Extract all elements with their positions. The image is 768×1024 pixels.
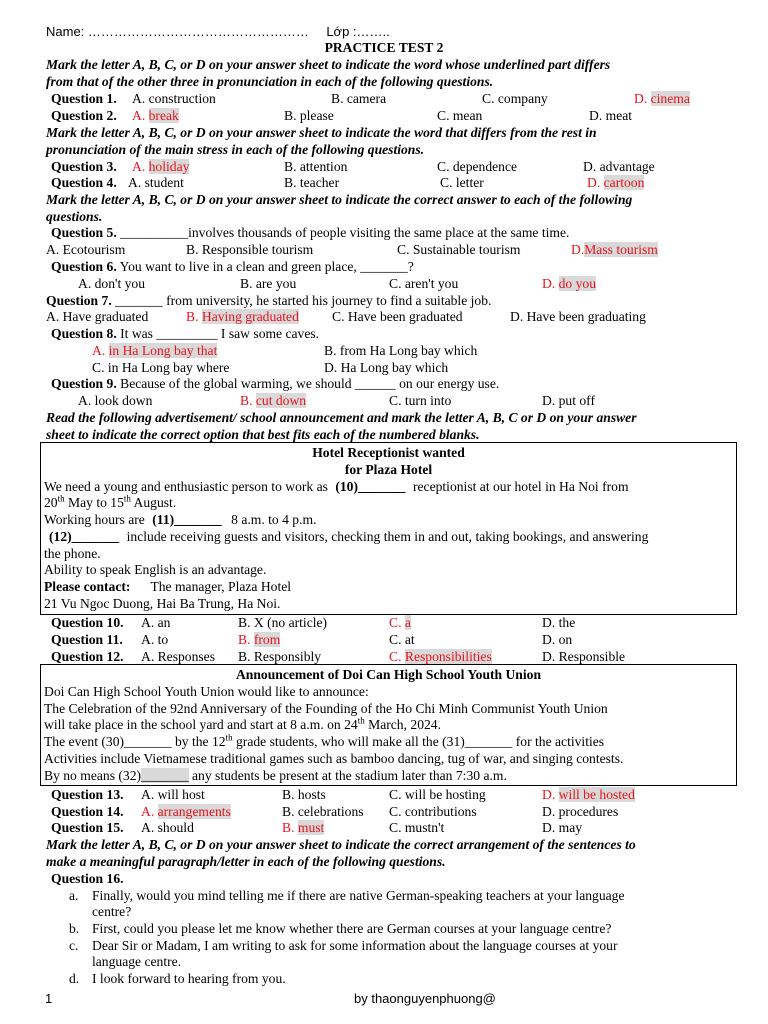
q15-option-c: C. mustn't (389, 820, 445, 835)
q12-option-c-answer: C. Responsibilities (389, 649, 492, 664)
q8-option-b: B. from Ha Long bay which (324, 343, 478, 358)
question-5: Question 5. __________involves thousands of people visiting the same place at the same time. (51, 225, 570, 240)
ad-line-1: We need a young and enthusiastic person to work as (10)_______ receptionist at our hotel in Ha Noi from (44, 479, 629, 494)
q16-item-c-line-1: Dear Sir or Madam, I am writing to ask for some information about the language courses at your (92, 938, 618, 953)
instruction-3-line-2: questions. (46, 209, 103, 224)
q10-option-b: B. X (no article) (238, 615, 328, 630)
q7-option-b-answer: B. Having graduated (186, 309, 299, 324)
instruction-5-line-1: Mark the letter A, B, C, or D on your answer sheet to indicate the correct arrangement of the sentences to (46, 837, 636, 852)
question-4-label: Question 4. (51, 175, 117, 190)
q3-option-c: C. dependence (437, 159, 518, 174)
q16-item-c-line-2: language centre. (92, 954, 182, 969)
q4-option-c: C. letter (440, 175, 484, 190)
q13-option-c: C. will be hosting (389, 787, 486, 802)
q11-option-a: A. to (141, 632, 169, 647)
ad-line-5: the phone. (44, 546, 101, 561)
q1-option-b: B. camera (331, 91, 387, 106)
q7-option-a: A. Have graduated (46, 309, 149, 324)
q8-option-c: C. in Ha Long bay where (92, 360, 230, 375)
announcement-line-1: Doi Can High School Youth Union would like to announce: (44, 684, 369, 699)
question-16-label: Question 16. (51, 871, 124, 886)
ad-address: 21 Vu Ngoc Duong, Hai Ba Trung, Ha Noi. (44, 596, 281, 611)
q5-option-d-answer: D.Mass tourism (571, 242, 658, 257)
q2-option-b: B. please (284, 108, 334, 123)
q14-option-c: C. contributions (389, 804, 477, 819)
author-credit: by thaonguyenphuong@ (354, 991, 496, 1006)
q10-option-d: D. the (542, 615, 576, 630)
question-12-label: Question 12. (51, 649, 124, 664)
q16-item-d-marker: d. (69, 971, 80, 986)
blank-32: _______ (141, 768, 189, 783)
question-2-label: Question 2. (51, 108, 117, 123)
q1-option-a: A. construction (132, 91, 216, 106)
q11-option-d: D. on (542, 632, 573, 647)
q14-option-a-answer: A. arrangements (141, 804, 231, 819)
question-3-label: Question 3. (51, 159, 117, 174)
q9-option-b-answer: B. cut down (240, 393, 307, 408)
q9-option-c: C. turn into (389, 393, 452, 408)
instruction-1-line-1: Mark the letter A, B, C, or D on your answer sheet to indicate the word whose underlined part differs (46, 57, 611, 72)
announcement-line-3: will take place in the school yard and start at 8 a.m. on 24th March, 2024. (44, 715, 441, 732)
announcement-line-5: Activities include Vietnamese traditional games such as bamboo dancing, tug of war, and singing contests. (44, 751, 624, 766)
announcement-line-4: The event (30)_______ by the 12th grade students, who will make all the (31)_______ for the activities (44, 732, 605, 749)
q12-option-a: A. Responses (141, 649, 216, 664)
question-8: Question 8. It was _________ I saw some caves. (51, 326, 320, 341)
q1-option-d-answer: D. cinema (634, 91, 690, 106)
question-15-label: Question 15. (51, 820, 124, 835)
q13-option-a: A. will host (141, 787, 205, 802)
instruction-2-line-2: pronunciation of the main stress in each of the following questions. (46, 142, 425, 157)
instruction-2-line-1: Mark the letter A, B, C, or D on your answer sheet to indicate the word that differs from the rest in (46, 125, 597, 140)
ad-title-1: Hotel Receptionist wanted (312, 445, 465, 460)
announcement-title: Announcement of Doi Can High School Youth Union (235, 667, 542, 682)
q16-item-b-line-1: First, could you please let me know whether there are German courses at your language centre? (92, 921, 612, 936)
q14-option-b: B. celebrations (282, 804, 364, 819)
question-9: Question 9. Because of the global warming, we should ______ on our energy use. (51, 376, 500, 391)
q16-item-b-marker: b. (69, 921, 80, 936)
q5-option-c: C. Sustainable tourism (397, 242, 521, 257)
ad-line-3: Working hours are (11)_______ 8 a.m. to 4 p.m. (44, 512, 317, 527)
q2-option-c: C. mean (437, 108, 483, 123)
q5-option-a: A. Ecotourism (46, 242, 126, 257)
instruction-4-line-2: sheet to indicate the correct option that best fits each of the numbered blanks. (46, 427, 480, 442)
q7-option-d: D. Have been graduating (510, 309, 646, 324)
question-10-label: Question 10. (51, 615, 124, 630)
q6-option-d-answer: D. do you (542, 276, 597, 291)
name-field (46, 23, 390, 40)
ad-contact: Please contact: The manager, Plaza Hotel (44, 579, 292, 594)
q16-item-c-marker: c. (69, 938, 79, 953)
q6-option-c: C. aren't you (389, 276, 459, 291)
question-6: Question 6. You want to live in a clean and green place, _______? (51, 259, 414, 274)
q15-option-a: A. should (141, 820, 194, 835)
announcement-line-6: By no means (32)_______ any students be present at the stadium later than 7:30 a.m. (44, 768, 507, 783)
q6-option-b: B. are you (240, 276, 297, 291)
ad-line-6: Ability to speak English is an advantage. (44, 562, 267, 577)
instruction-4-line-1: Read the following advertisement/ school announcement and mark the letter A, B, C or D on your answer (46, 410, 637, 425)
blank-10: (10)_______ (335, 479, 406, 494)
q2-option-a-answer: A. break (132, 108, 179, 123)
ad-line-2: 20th May to 15th August. (44, 493, 177, 510)
q16-item-d-line-1: I look forward to hearing from you. (92, 971, 286, 986)
q15-option-b-answer: B. must (282, 820, 325, 835)
ad-line-4: (12)_______ include receiving guests and visitors, checking them in and out, taking bookings, and answering (49, 529, 649, 544)
q4-option-b: B. teacher (284, 175, 340, 190)
question-11-label: Question 11. (51, 632, 123, 647)
question-14-label: Question 14. (51, 804, 124, 819)
blank-12: (12)_______ (49, 529, 120, 544)
q3-option-a-answer: A. holiday (132, 159, 190, 174)
q6-option-a: A. don't you (78, 276, 146, 291)
announcement-line-2: The Celebration of the 92nd Anniversary of the Founding of the Ho Chi Minh Communist Youth Union (44, 701, 608, 716)
q9-option-d: D. put off (542, 393, 595, 408)
question-1-label: Question 1. (51, 91, 117, 106)
instruction-3-line-1: Mark the letter A, B, C, or D on your answer sheet to indicate the correct answer to each of the following (46, 192, 633, 207)
q4-option-d-answer: D. cartoon (587, 175, 645, 190)
q13-option-b: B. hosts (282, 787, 326, 802)
q12-option-b: B. Responsibly (238, 649, 322, 664)
ad-title-2: for Plaza Hotel (344, 462, 433, 477)
q12-option-d: D. Responsible (542, 649, 626, 664)
page-number: 1 (45, 991, 53, 1006)
q7-option-c: C. Have been graduated (332, 309, 463, 324)
instruction-5-line-2: make a meaningful paragraph/letter in each of the following questions. (46, 854, 446, 869)
q8-option-d: D. Ha Long bay which (324, 360, 449, 375)
q16-item-a-marker: a. (69, 888, 79, 903)
q8-option-a-answer: A. in Ha Long bay that (92, 343, 218, 358)
page-title: PRACTICE TEST 2 (324, 40, 444, 55)
q16-item-a-line-2: centre? (92, 904, 132, 919)
q11-option-b-answer: B. from (238, 632, 281, 647)
q5-option-b: B. Responsible tourism (186, 242, 314, 257)
name-label: Name: …………………………………………… (46, 24, 309, 39)
class-label: Lớp :…….. (326, 24, 390, 39)
q15-option-d: D. may (542, 820, 583, 835)
q1-option-c: C. company (482, 91, 548, 106)
q11-option-c: C. at (389, 632, 415, 647)
q3-option-b: B. attention (284, 159, 348, 174)
question-7: Question 7. _______ from university, he started his journey to find a suitable job. (46, 293, 492, 308)
q3-option-d: D. advantage (583, 159, 655, 174)
blank-11: (11)_______ (152, 512, 222, 527)
q9-option-a: A. look down (78, 393, 153, 408)
q14-option-d: D. procedures (542, 804, 619, 819)
q10-option-c-answer: C. a (389, 615, 411, 630)
question-13-label: Question 13. (51, 787, 124, 802)
instruction-1-line-2: from that of the other three in pronunciation in each of the following questions. (46, 74, 494, 89)
q4-option-a: A. student (128, 175, 184, 190)
q13-option-d-answer: D. will be hosted (542, 787, 635, 802)
q2-option-d: D. meat (589, 108, 633, 123)
q10-option-a: A. an (141, 615, 171, 630)
q16-item-a-line-1: Finally, would you mind telling me if there are native German-speaking teachers at your language (92, 888, 625, 903)
